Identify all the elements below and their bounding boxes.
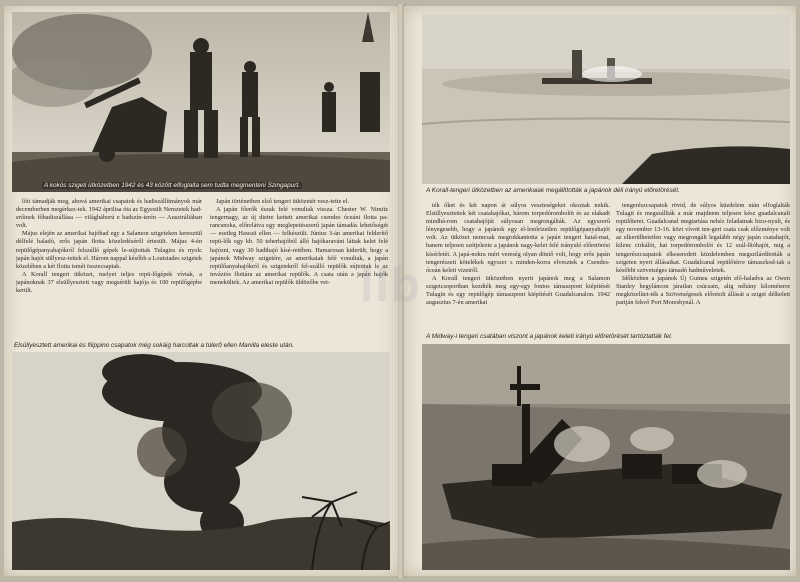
paragraph: A japán főerők észak felé vonultak vissza. Chester W. Nimitz tengernagy, az új dietre kettett amerikai csendes óceáni flotta pa-rancsnoka, előrelátva egy meglepetésszerű japán támadás lehetőségét — esetleg Hawaii ellen — felkészült. Június 3-án amerikai felderítő repü-lők egy kb. 50 teherhajóból álló hajókaravánt láttak kelet felé hajózni, vagy 30 hadihajó kísé-retében. Hamarosan kiderült, hogy a japánok Midway szigetére, az amerikaiak felé vonultak, a japán repülőanyahajókról és szigetekről fel-szálló repülők sújtottak le az inváziós flottára az amerikai repülők. A csata után a japán hajók menekültek. Az amerikai repülők üldözőbe vet- (210, 206, 388, 286)
paragraph: A Korall tengeri ütközetben nyerti japánok meg a Salamon szigetcsoportban kezdték meg egy-egy fontos támaszpont kiépítését Tulagin és egy repülőgép támaszpont kiépítését Guadalcanalon. 1942 augusztus 7-én amerikai (426, 274, 610, 307)
paragraph: A Korall tengeri ütközet, melyet teljes repü-lőgépek vívtak, a japánoknak 37 elsüllyesztett vagy megsérült hajója és 100 repülőgépbe került. (16, 270, 202, 295)
watermark-logo: IIb (360, 259, 422, 312)
left-page-text-column-1 (16, 198, 202, 340)
left-page (4, 6, 398, 576)
top-left-photo-caption: A kokós szigeti ütközetben 1942 és 43 között elfoglalta sem tudta megmenteni Szingapurt. (44, 182, 300, 189)
right-page-text-column-1 (426, 202, 610, 320)
paragraph: Időközben a japánok Új Guinea szigetén elő-haladva az Owen Stanley hegyláncon járatlan csúcsain, alig néhány kilométerre megközelítet-ték a Szövetségesek előretolt állását a sziget délkeleti partján fekvő Port Moresbynál. A (616, 274, 790, 307)
paragraph: Május elején az amerikai hajóhad egy a Salamon szigeteken keresztül délfelé haladó, erős japán flotta közeledéséről értesült. Május 4-én repülőgépanyahajókról felszálló gépek le-sújtottak Tulagira és nyolc japán hajót süllyesz-tettek el. Három nappal később a Louisiades szigetek közelében a két flotta ismét összecsaptak. (16, 230, 202, 270)
bottom-right-photo-caption: A Midway-i tengeri csatában viszont a japánok keleti irányú előretörését tartóztatták fel. (426, 333, 673, 340)
right-page (404, 6, 796, 576)
paragraph: lőit támadják meg, ahová amerikai csapatok és hadiszállítmányok már decemberben megérkez-tek. 1942 áprilisa óta az Egyesült Nemzetek had-erőinek főhadiszállása — világháború e hadszín-terén — Ausztráliában volt. (16, 198, 202, 230)
paragraph: Japán történetben első tengeri ütközetét vesz-tette el. (216, 198, 350, 205)
paragraph: ték őket és két napon át súlyos veszteségeket okoztak nekik. Elsüllyesztettek két csatahajókat, három torpedórombolót és az elakadt mindhá-rom csatahajóját súlyosan megrongálták. Az egyszerű lényegesebb, hogy a japánok egy el-lenőrizetlen repülőgépanyahajót volt. Az ütközet nemcsak megrokkantotta a japán tengeri hatal-mat, hanem teljesen szétjelezte a japánok nagy-kelet felé irányuló előretörési kísérletét. A japá-nokra mért vereség olyan döntő volt, hogy erős japán tengerészeti kötelékek egyszer s minden-korra elvesztek a Csendes-óceán keleti vizeiről. (426, 202, 610, 274)
paragraph: tengerészcsapatok rövid, de súlyos küzdelem után elfoglalták Tulagit és megszállták a már majdnem teljesen kész guadalcanali repülőteret. Guadalcanal megtartása nehéz feladatnak bizo-nyult, és egy november 13-16. közt vívott ten-geri csata csak előzménye volt az elkerülhetetlen vagy megrongált legalább négy japán csatahajót, kilenc cirkálót, hat torpedórombolót és 12 szál-lítóhajót, mig a tengerészcsapatok elkeseredett küzdelemben megszilárdították a szigeten nyert állásaikat. Guadalcanal repülőtérre támaszkod-tak a későbbi szövetséges támadó hadműveletek. (616, 202, 790, 274)
warship-aerial-photo (422, 344, 790, 570)
top-right-photo-caption: A Korall-tengeri ütközetben az amerikaiak megállították a japánok déli irányú előretörését. (426, 187, 680, 194)
bottom-left-photo-caption: Elsüllyesztett amerikai és filippino csapatok még sokáig harcoltak a túlerő ellen Manilla eleste után. (14, 342, 294, 349)
right-page-text-column-2 (616, 202, 790, 320)
smoke-explosion-photo (12, 352, 390, 570)
sea-battle-ships-photo (422, 14, 790, 184)
soldiers-artillery-photo (12, 12, 390, 192)
